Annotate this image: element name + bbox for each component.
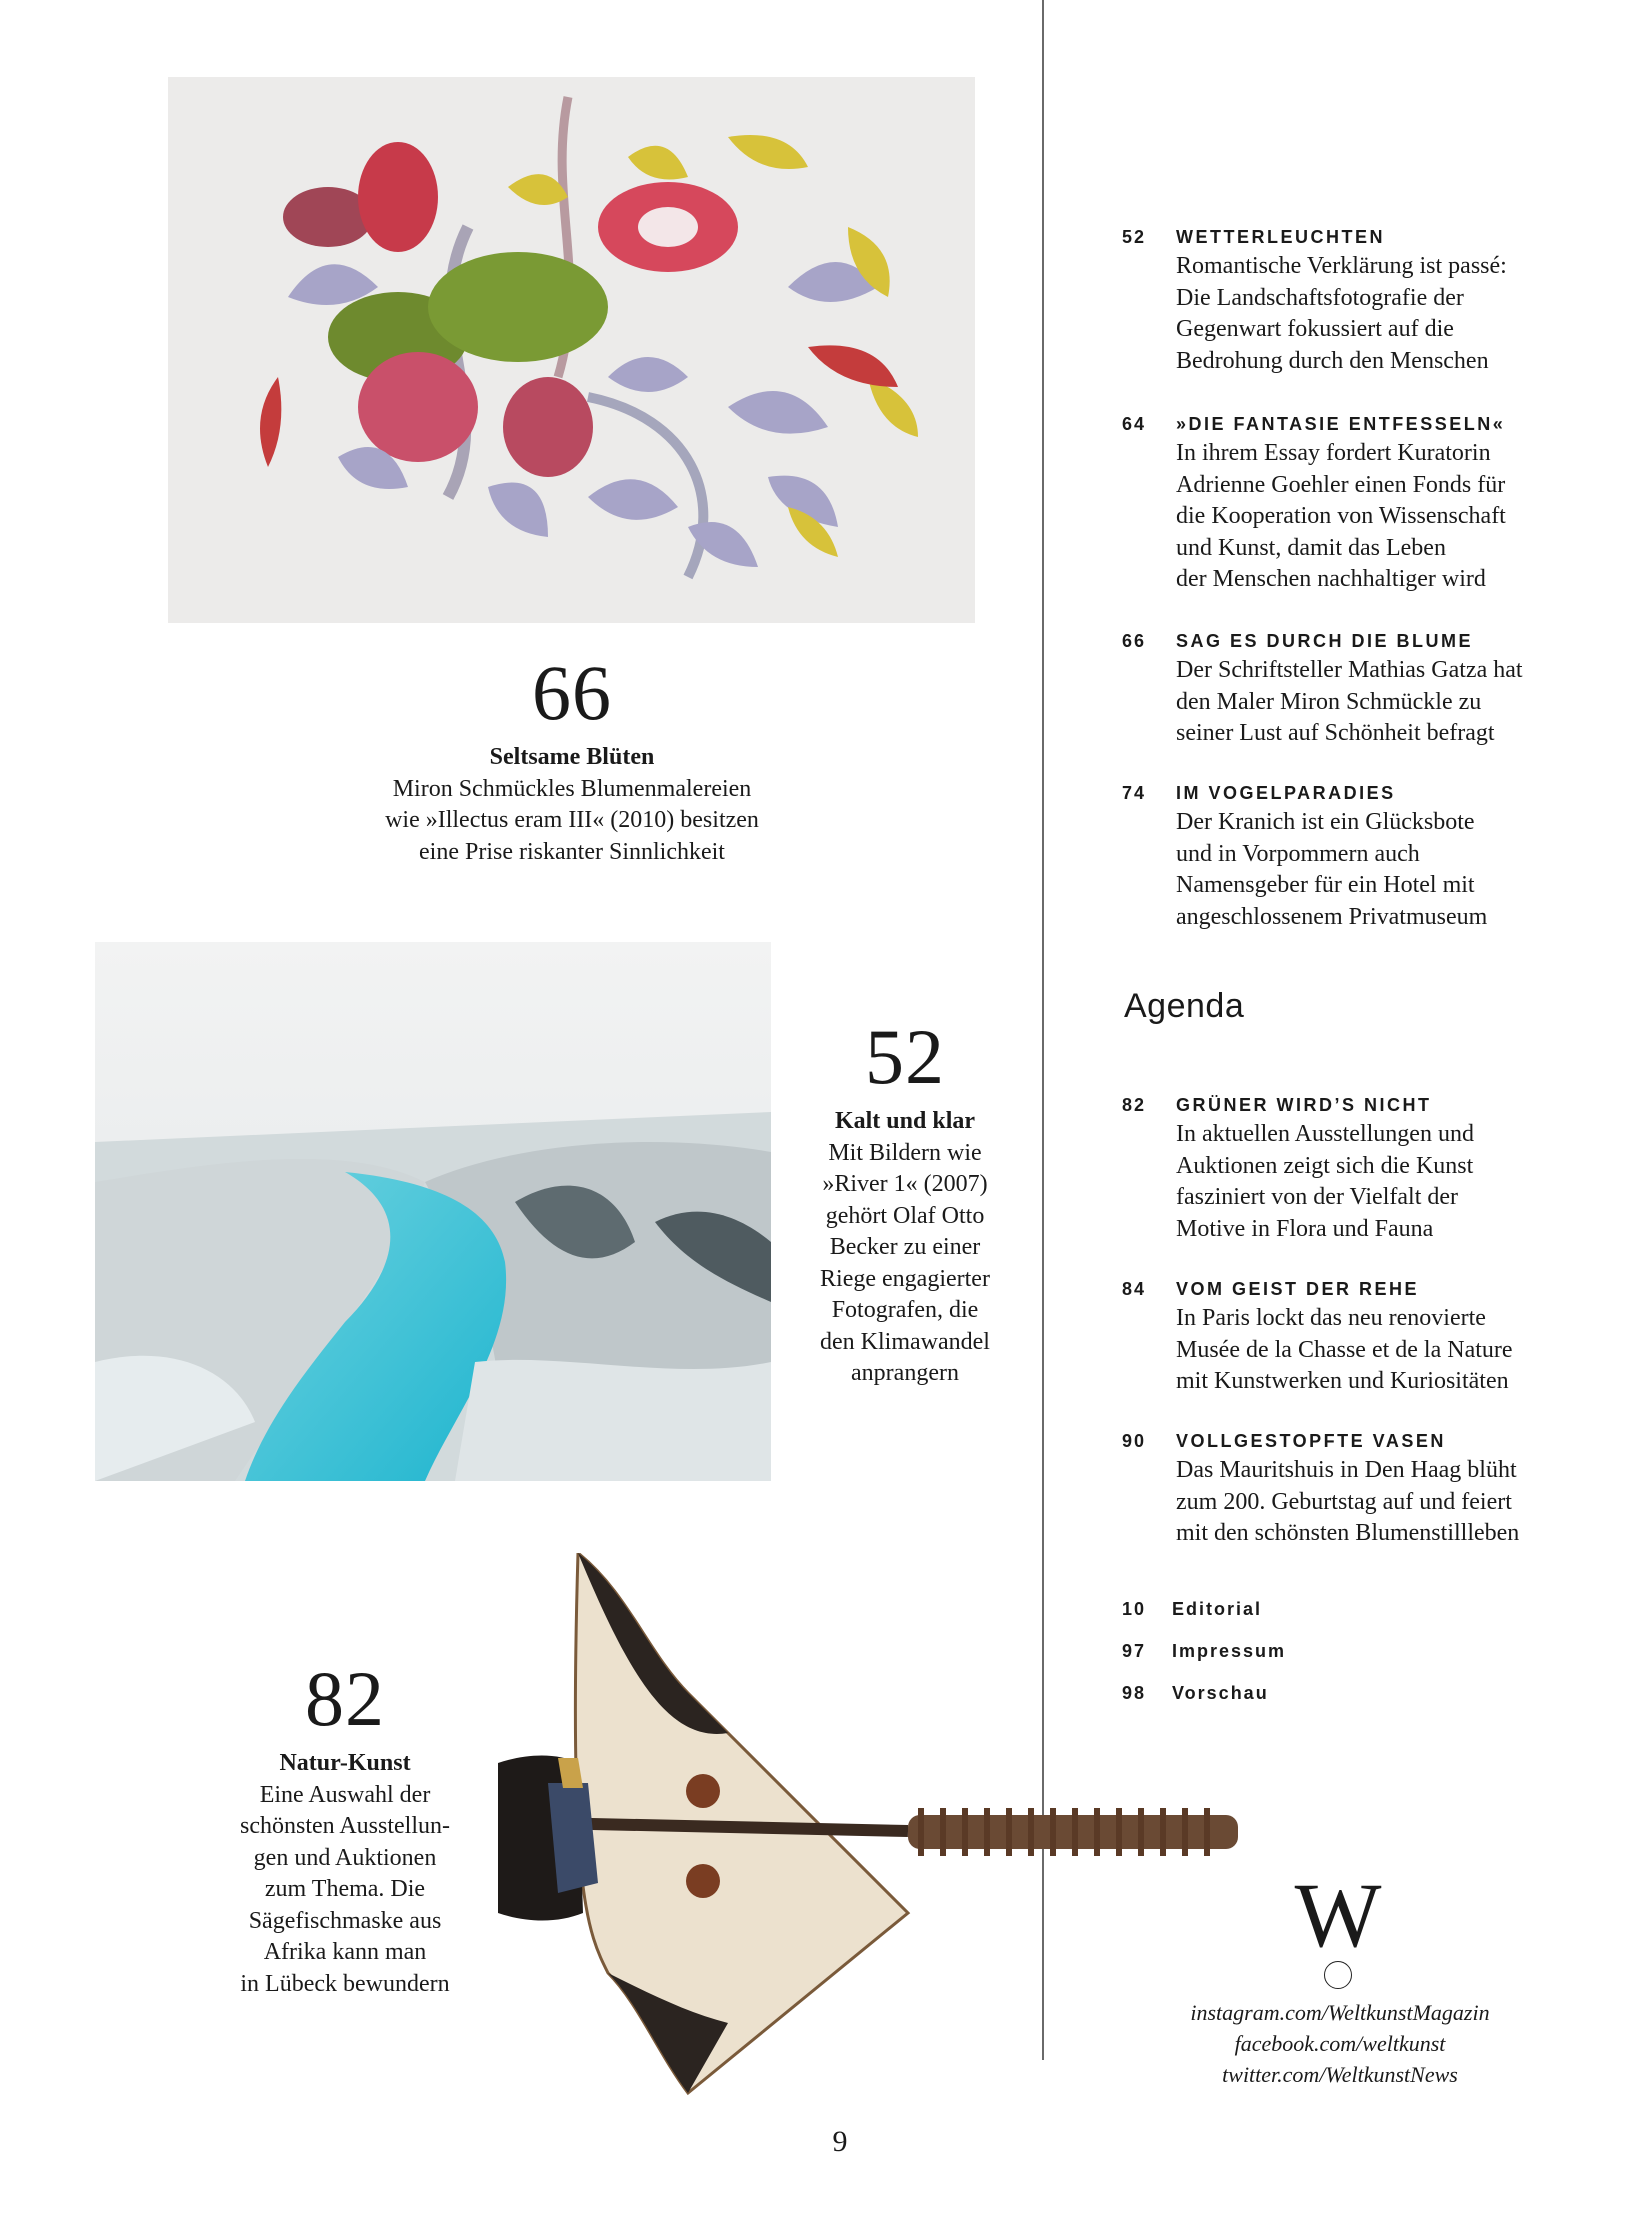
feature-page-number: 52 (865, 1013, 945, 1100)
toc-description: Romantische Verklärung ist passé: Die Landschaftsfotografie der Gegenwart fokussiert auf die Bedrohung durch den Menschen (1176, 253, 1507, 374)
misc-page-number: 10 (1122, 1599, 1147, 1619)
feature-title: Kalt und klar (834, 1108, 976, 1134)
toc-page-number: 84 (1122, 1279, 1147, 1299)
feature-text: Miron Schmückles Blumenmalereien wie »Illectus eram III« (2010) besitzen eine Prise riskanter Sinnlichkeit (385, 775, 759, 865)
misc-label: Vorschau (1172, 1683, 1269, 1703)
toc-page-number: 66 (1122, 631, 1147, 651)
weltkunst-logo (1290, 1864, 1386, 1989)
toc-title: IM VOGELPARADIES (1176, 783, 1396, 803)
agenda-heading: Agenda (1124, 987, 1245, 1025)
feature-text: Mit Bildern wie »River 1« (2007) gehört Olaf Otto Becker zu einer Riege engagierter Fotografen, die den Klimawandel anprangern (820, 1139, 990, 1386)
toc-page-number: 90 (1122, 1431, 1147, 1451)
misc-label: Editorial (1172, 1599, 1263, 1619)
logo-letter: W (1294, 1864, 1382, 1966)
toc-description: In aktuellen Ausstellungen und Auktionen zeigt sich die Kunst fasziniert von der Vielfalt der Motive in Flora und Fauna (1176, 1121, 1474, 1242)
page-number: 9 (832, 2125, 848, 2158)
toc-title: »DIE FANTASIE ENTFESSELN« (1176, 414, 1506, 434)
toc-title: VOLLGESTOPFTE VASEN (1176, 1431, 1446, 1451)
toc-title: VOM GEIST DER REHE (1176, 1279, 1420, 1299)
toc-description: Das Mauritshuis in Den Haag blüht zum 200. Geburtstag auf und feiert mit den schönsten Blumenstillleben (1176, 1457, 1520, 1546)
misc-page-number: 97 (1122, 1641, 1147, 1661)
misc-page-number: 98 (1122, 1683, 1147, 1703)
feature-caption-82 (210, 1655, 480, 2000)
misc-entry-editorial[interactable] (1122, 1597, 1262, 1621)
feature-caption-52 (770, 1013, 1040, 1390)
toc-title: GRÜNER WIRD’S NICHT (1176, 1095, 1432, 1115)
toc-description: Der Kranich ist ein Glücksbote und in Vorpommern auch Namensgeber für ein Hotel mit angeschlossenem Privatmuseum (1176, 809, 1488, 930)
toc-page-number: 74 (1122, 783, 1147, 803)
toc-page-number: 52 (1122, 227, 1147, 247)
toc-description: Der Schriftsteller Mathias Gatza hat den Maler Miron Schmückle zu seiner Lust auf Schönheit befragt (1176, 657, 1523, 746)
misc-entry-impressum[interactable] (1122, 1639, 1286, 1663)
instagram-link[interactable]: instagram.com/WeltkunstMagazin (1190, 2000, 1490, 2025)
toc-description: In Paris lockt das neu renovierte Musée de la Chasse et de la Nature mit Kunstwerken und Kuriositäten (1176, 1305, 1513, 1394)
toc-title: WETTERLEUCHTEN (1176, 227, 1385, 247)
feature-page-number: 66 (532, 649, 612, 736)
feature-title: Natur-Kunst (279, 1750, 411, 1776)
feature-title: Seltsame Blüten (489, 744, 655, 770)
misc-label: Impressum (1172, 1641, 1287, 1661)
toc-page-number: 64 (1122, 414, 1147, 434)
glacier-river-photo (95, 942, 771, 1481)
facebook-link[interactable]: facebook.com/weltkunst (1234, 2031, 1446, 2056)
twitter-link[interactable]: twitter.com/WeltkunstNews (1222, 2062, 1458, 2087)
misc-entry-vorschau[interactable] (1122, 1681, 1269, 1705)
toc-page-number: 82 (1122, 1095, 1147, 1115)
flower-painting-image (168, 77, 975, 623)
social-links (1150, 1997, 1530, 2090)
feature-caption-66 (330, 649, 814, 868)
toc-title: SAG ES DURCH DIE BLUME (1176, 631, 1474, 651)
feature-text: Eine Auswahl der schönsten Ausstellun- gen und Auktionen zum Thema. Die Sägefischmaske aus Afrika kann man in Lübeck bewundern (240, 1781, 450, 1997)
feature-page-number: 82 (305, 1655, 385, 1742)
toc-description: In ihrem Essay fordert Kuratorin Adrienne Goehler einen Fonds für die Kooperation von Wissenschaft und Kunst, damit das Leben der Menschen nachhaltiger wird (1176, 440, 1506, 592)
